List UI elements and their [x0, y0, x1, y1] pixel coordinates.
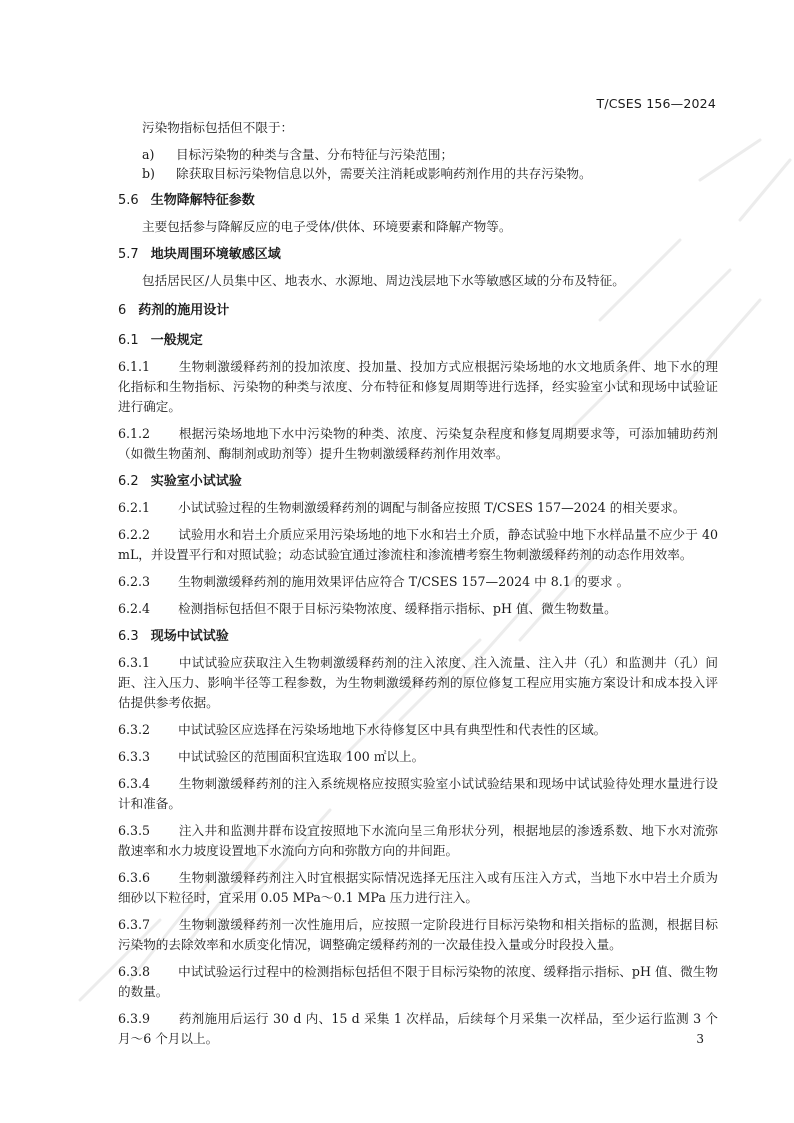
list-marker: b) [142, 166, 155, 181]
list-marker: a) [142, 147, 155, 162]
clause-number: 6.3.1 [118, 655, 151, 670]
section-number: 5.7 [118, 247, 139, 262]
section-title: 实验室小试试验 [150, 474, 242, 489]
list-item [118, 145, 718, 164]
clause-number: 6.3.6 [118, 870, 151, 885]
list-item [118, 164, 718, 183]
clause-number: 6.2.2 [118, 527, 151, 542]
chapter-heading-6 [118, 301, 718, 321]
section-number: 5.6 [118, 193, 139, 208]
clause-paragraph [118, 498, 718, 518]
clause-text: 生物刺激缓释药剂的注入系统规格应按照实验室小试试验结果和现场中试试验待处理水量进行设计和准备。 [118, 776, 718, 811]
clause-number: 6.1.1 [118, 359, 151, 374]
clause-text: 注入井和监测井群布设宜按照地下水流向呈三角形状分列，根据地层的渗透系数、地下水对流弥散速率和水力坡度设置地下水流向方向和弥散方向的井间距。 [118, 823, 718, 858]
clause-paragraph [118, 357, 718, 417]
clause-paragraph [118, 572, 718, 592]
clause-number: 6.2.1 [118, 500, 151, 515]
section-title: 生物降解特征参数 [150, 193, 255, 208]
clause-text: 生物刺激缓释药剂的投加浓度、投加量、投加方式应根据污染场地的水文地质条件、地下水的理化指标和生物指标、污染物的种类与浓度、分布特征和修复周期等进行选择，经实验室小试和现场中试验证进行确定。 [118, 359, 718, 414]
clause-paragraph [118, 915, 718, 955]
intro-paragraph: 污染物指标包括但不限于： [142, 120, 294, 135]
list-text: 目标污染物的种类与含量、分布特征与污染范围； [176, 147, 454, 162]
clause-number: 6.3.5 [118, 823, 151, 838]
section-number: 6.3 [118, 629, 139, 644]
clause-paragraph [118, 747, 718, 767]
clause-text: 中试试验区的范围面积宜选取 100 ㎡以上。 [178, 749, 425, 764]
clause-paragraph [118, 868, 718, 908]
clause-text: 中试试验区应选择在污染场地地下水待修复区中具有典型性和代表性的区域。 [178, 722, 607, 737]
clause-number: 6.3.2 [118, 722, 151, 737]
standard-code: T/CSES 156—2024 [596, 96, 716, 111]
section-heading-5-6 [118, 191, 718, 211]
clause-text: 中试试验运行过程中的检测指标包括但不限于目标污染物的浓度、缓释指示指标、pH 值、微生物的数量。 [118, 964, 718, 999]
clause-paragraph [118, 774, 718, 814]
section-number: 6.1 [118, 333, 139, 348]
clause-paragraph [118, 653, 718, 713]
clause-text: 药剂施用后运行 30 d 内、15 d 采集 1 次样品，后续每个月采集一次样品，至少运行监测 3 个月～6 个月以上。 [118, 1011, 718, 1046]
clause-number: 6.3.3 [118, 749, 151, 764]
section-paragraph: 包括居民区/人员集中区、地表水、水源地、周边浅层地下水等敏感区域的分布及特征。 [142, 273, 625, 288]
clause-text: 小试试验过程的生物刺激缓释药剂的调配与制备应按照 T/CSES 157—2024 的相关要求。 [178, 500, 686, 515]
clause-text: 试验用水和岩土介质应采用污染场地的地下水和岩土介质，静态试验中地下水样品量不应少于 40 mL，并设置平行和对照试验；动态试验宜通过渗流柱和渗流槽考察生物刺激缓释药剂的动态作用效率。 [118, 527, 718, 562]
clause-number: 6.2.4 [118, 601, 151, 616]
list-text: 除获取目标污染物信息以外，需要关注消耗或影响药剂作用的共存污染物。 [176, 166, 592, 181]
clause-paragraph [118, 821, 718, 861]
clause-number: 6.1.2 [118, 426, 151, 441]
main-content [118, 118, 718, 1056]
section-title: 一般规定 [150, 333, 203, 348]
clause-number: 6.3.4 [118, 776, 151, 791]
clause-paragraph [118, 1009, 718, 1049]
clause-number: 6.3.8 [118, 964, 151, 979]
clause-text: 生物刺激缓释药剂的施用效果评估应符合 T/CSES 157—2024 中 8.1 的要求 。 [178, 574, 630, 589]
section-number: 6.2 [118, 474, 139, 489]
clause-number: 6.2.3 [118, 574, 151, 589]
clause-paragraph [118, 720, 718, 740]
clause-paragraph [118, 962, 718, 1002]
section-heading-6-2 [118, 472, 718, 492]
page-number: 3 [696, 1032, 704, 1046]
section-heading-6-3 [118, 627, 718, 647]
section-heading-5-7 [118, 245, 718, 265]
clause-number: 6.3.7 [118, 917, 151, 932]
clause-paragraph [118, 525, 718, 565]
section-paragraph: 主要包括参与降解反应的电子受体/供体、环境要素和降解产物等。 [142, 219, 512, 234]
intro-list [118, 145, 718, 183]
clause-paragraph [118, 599, 718, 619]
clause-text: 生物刺激缓释药剂一次性施用后，应按照一定阶段进行目标污染物和相关指标的监测，根据目标污染物的去除效率和水质变化情况，调整确定缓释药剂的一次最佳投入量或分时段投入量。 [118, 917, 718, 952]
clause-text: 检测指标包括但不限于目标污染物浓度、缓释指示指标、pH 值、微生物数量。 [178, 601, 617, 616]
clause-text: 根据污染场地地下水中污染物的种类、浓度、污染复杂程度和修复周期要求等，可添加辅助药剂（如微生物菌剂、酶制剂或助剂等）提升生物刺激缓释药剂作用效率。 [118, 426, 718, 461]
section-title: 现场中试试验 [150, 629, 229, 644]
clause-number: 6.3.9 [118, 1011, 151, 1026]
chapter-title: 药剂的施用设计 [138, 303, 230, 318]
section-heading-6-1 [118, 331, 718, 351]
clause-paragraph [118, 424, 718, 464]
chapter-number: 6 [118, 303, 127, 318]
clause-text: 中试试验应获取注入生物刺激缓释药剂的注入浓度、注入流量、注入井（孔）和监测井（孔）间距、注入压力、影响半径等工程参数，为生物刺激缓释药剂的原位修复工程应用实施方案设计和成本投入评估提供参考依据。 [118, 655, 718, 710]
section-title: 地块周围环境敏感区域 [150, 247, 281, 262]
clause-text: 生物刺激缓释药剂注入时宜根据实际情况选择无压注入或有压注入方式，当地下水中岩土介质为细砂以下粒径时，宜采用 0.05 MPa～0.1 MPa 压力进行注入。 [118, 870, 718, 905]
